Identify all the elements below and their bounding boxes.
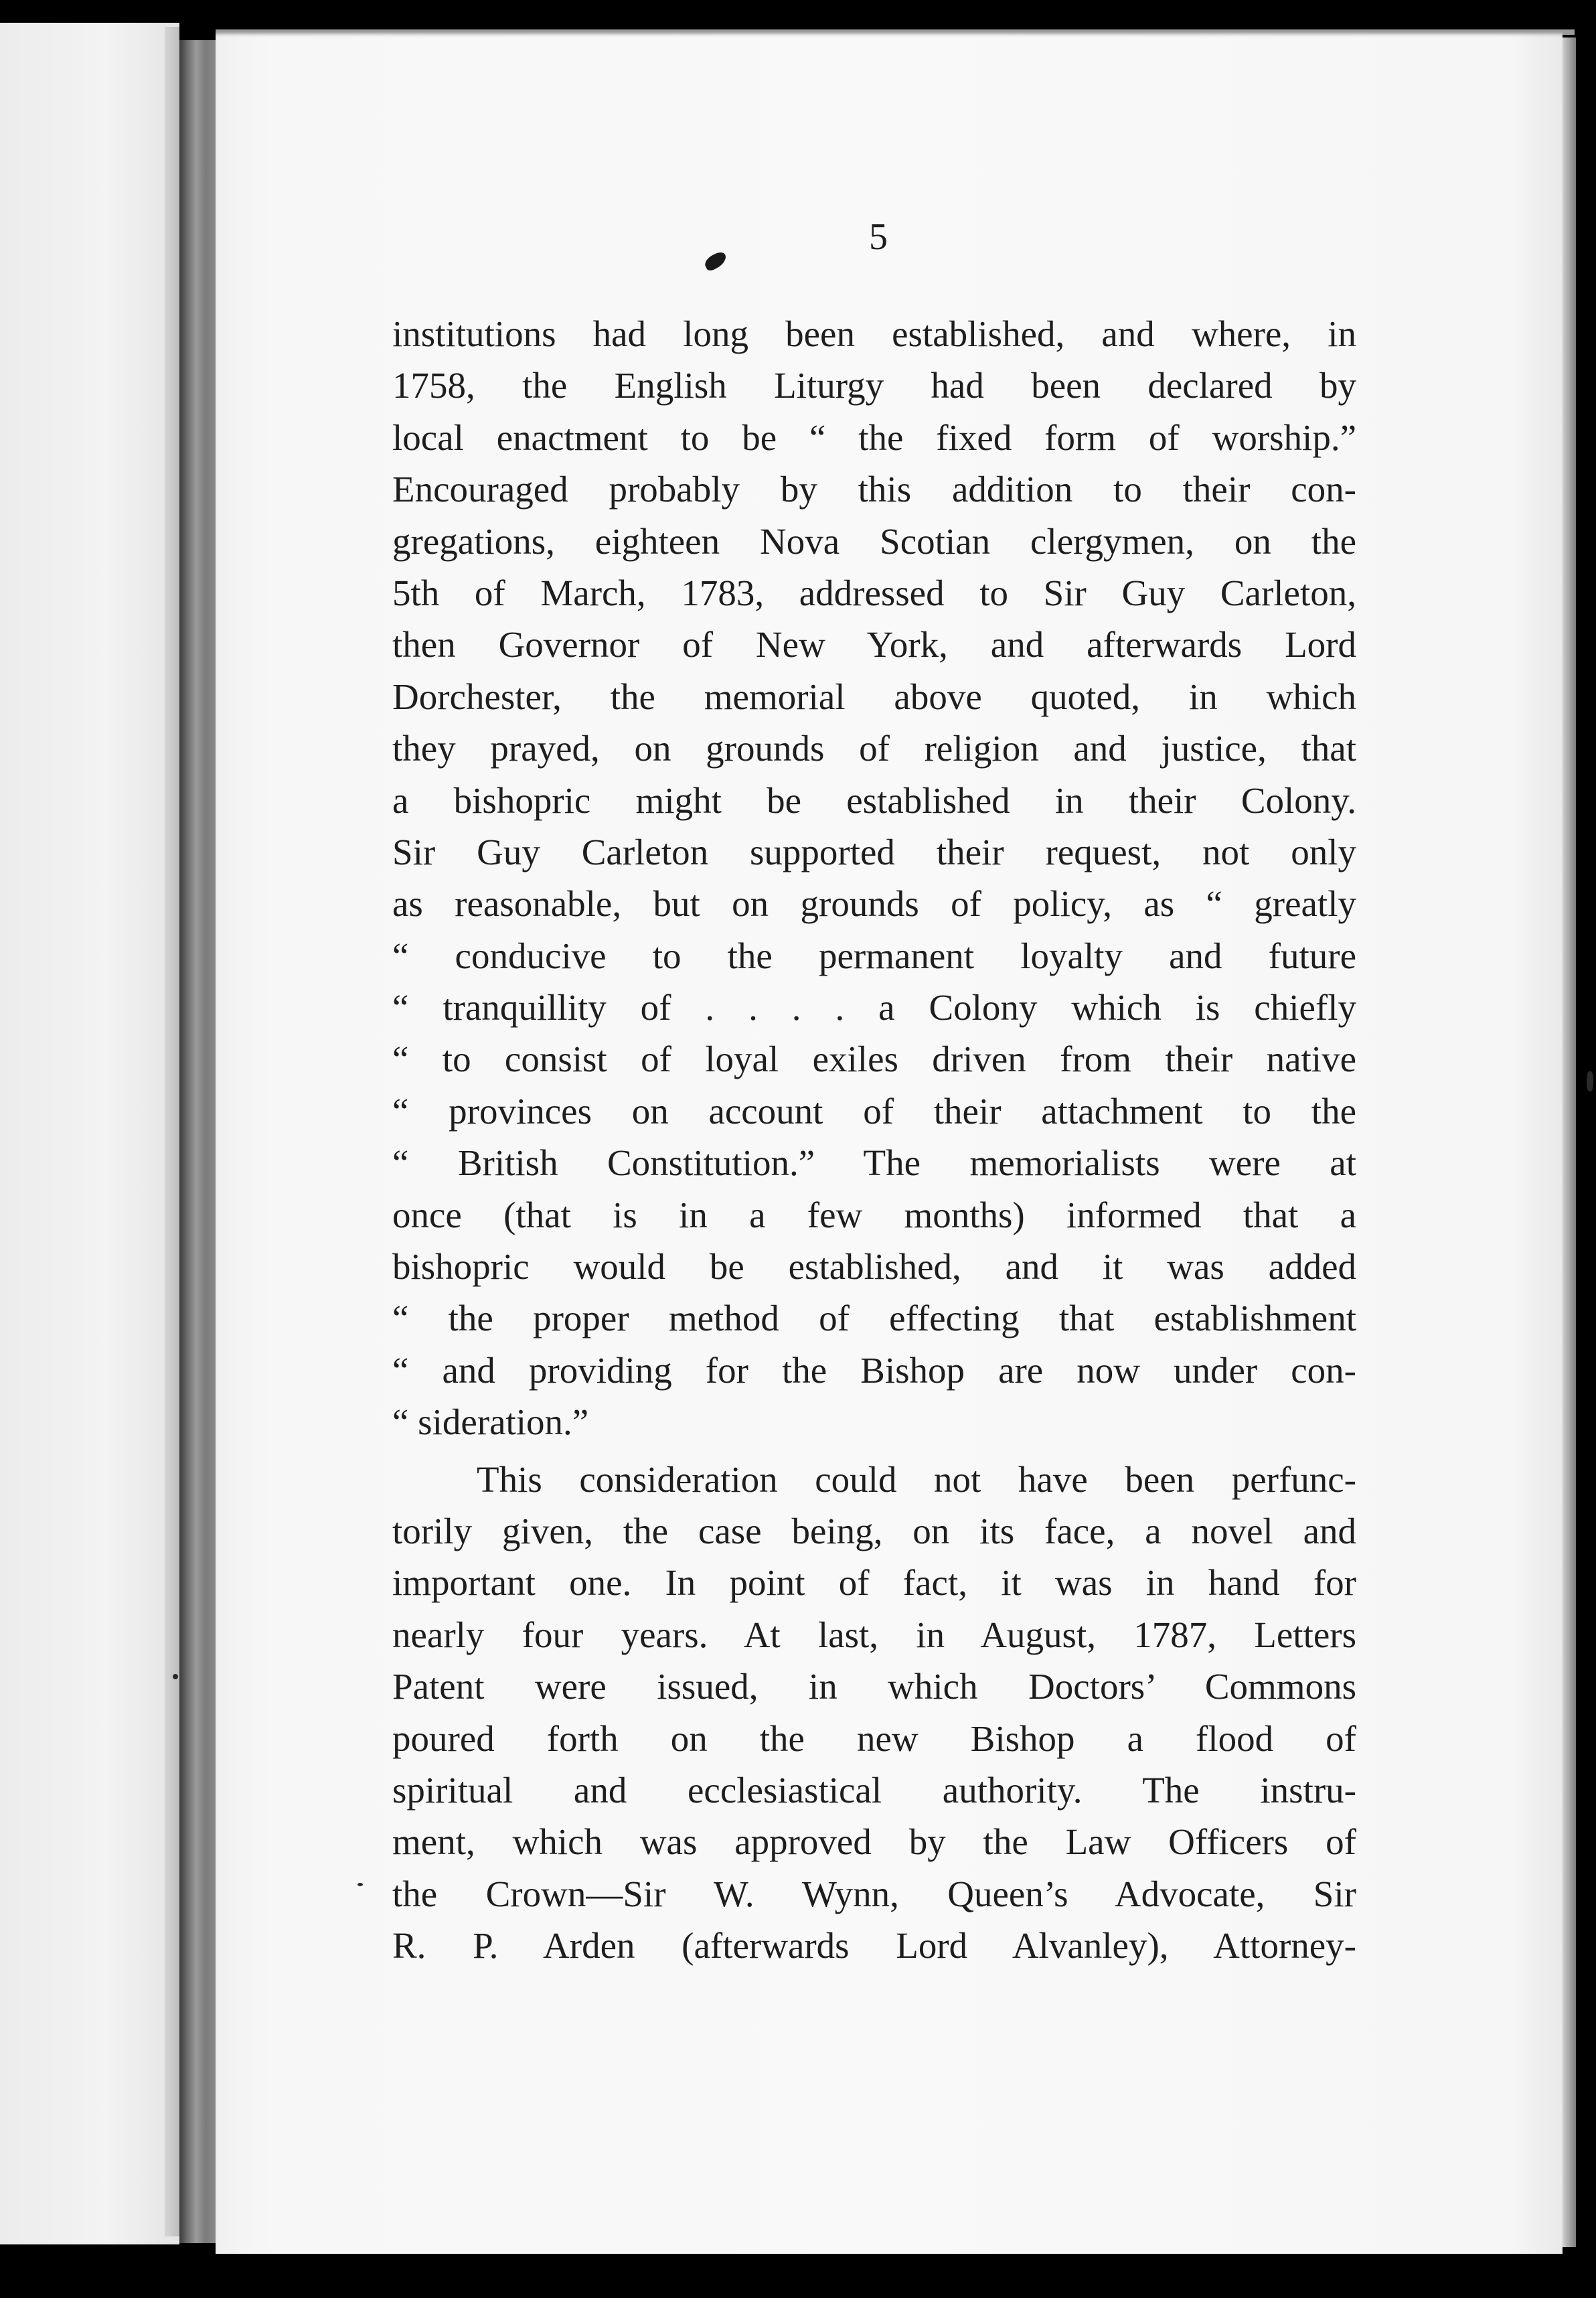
text-line: gregations, eighteen Nova Scotian clergymen, on the — [392, 520, 1356, 562]
text-line: ment, which was approved by the Law Officers of — [392, 1821, 1356, 1863]
text-line: bishopric would be established, and it was added — [392, 1246, 1356, 1288]
text-line: they prayed, on grounds of religion and justice, that — [392, 728, 1356, 769]
text-line: as reasonable, but on grounds of policy, as “ greatly — [392, 883, 1356, 925]
text-line: Dorchester, the memorial above quoted, in which — [392, 676, 1356, 717]
page-right-edge — [1563, 37, 1576, 2247]
text-line: Encouraged probably by this addition to their con- — [392, 469, 1356, 510]
text-line: then Governor of New York, and afterwards Lord — [392, 624, 1356, 666]
text-line: once (that is in a few months) informed that a — [392, 1194, 1356, 1235]
body-text — [392, 308, 1356, 1972]
text-line: “ provinces on account of their attachment to the — [392, 1090, 1356, 1132]
page-number: 5 — [869, 216, 888, 258]
text-line: “ the proper method of effecting that establishment — [392, 1298, 1356, 1339]
text-line: “ and providing for the Bishop are now under con- — [392, 1349, 1356, 1391]
text-line: “ sideration.” — [392, 1401, 589, 1443]
text-line: Sir Guy Carleton supported their request, not only — [392, 831, 1356, 872]
text-line: 5th of March, 1783, addressed to Sir Guy Carleton, — [392, 572, 1356, 613]
text-line: poured forth on the new Bishop a flood of — [392, 1717, 1356, 1759]
margin-speck — [173, 1674, 178, 1679]
text-line: institutions had long been established, and where, in — [392, 313, 1356, 354]
text-line: “ British Constitution.” The memorialists were at — [392, 1142, 1356, 1184]
text-line: a bishopric might be established in their Colony. — [392, 779, 1356, 821]
margin-speck — [1587, 1071, 1593, 1091]
text-line: “ conducive to the permanent loyalty and future — [392, 935, 1356, 976]
paragraph-gap — [392, 1448, 1356, 1454]
text-line: local enactment to be “ the fixed form of worship.” — [392, 416, 1356, 458]
text-line: torily given, the case being, on its face, a novel and — [392, 1510, 1356, 1551]
text-line: the Crown—Sir W. Wynn, Queen’s Advocate, Sir — [392, 1873, 1356, 1914]
text-line: nearly four years. At last, in August, 1787, Letters — [392, 1614, 1356, 1655]
text-line: “ tranquillity of . . . . a Colony which is chiefly — [392, 987, 1356, 1028]
text-line: Patent were issued, in which Doctors’ Commons — [392, 1666, 1356, 1707]
book-gutter — [179, 40, 217, 2243]
text-line: important one. In point of fact, it was in hand for — [392, 1562, 1356, 1604]
facing-page-edge — [0, 23, 179, 2244]
text-line: R. P. Arden (afterwards Lord Alvanley), Attorney- — [392, 1925, 1356, 1967]
text-line: This consideration could not have been perfunc- — [477, 1458, 1356, 1500]
text-line: spiritual and ecclesiastical authority. The instru- — [392, 1769, 1356, 1811]
text-line: 1758, the English Liturgy had been declared by — [392, 365, 1356, 406]
margin-speck — [357, 1883, 363, 1886]
facing-page-shadow — [165, 27, 179, 2236]
text-line: “ to consist of loyal exiles driven from their native — [392, 1039, 1356, 1080]
